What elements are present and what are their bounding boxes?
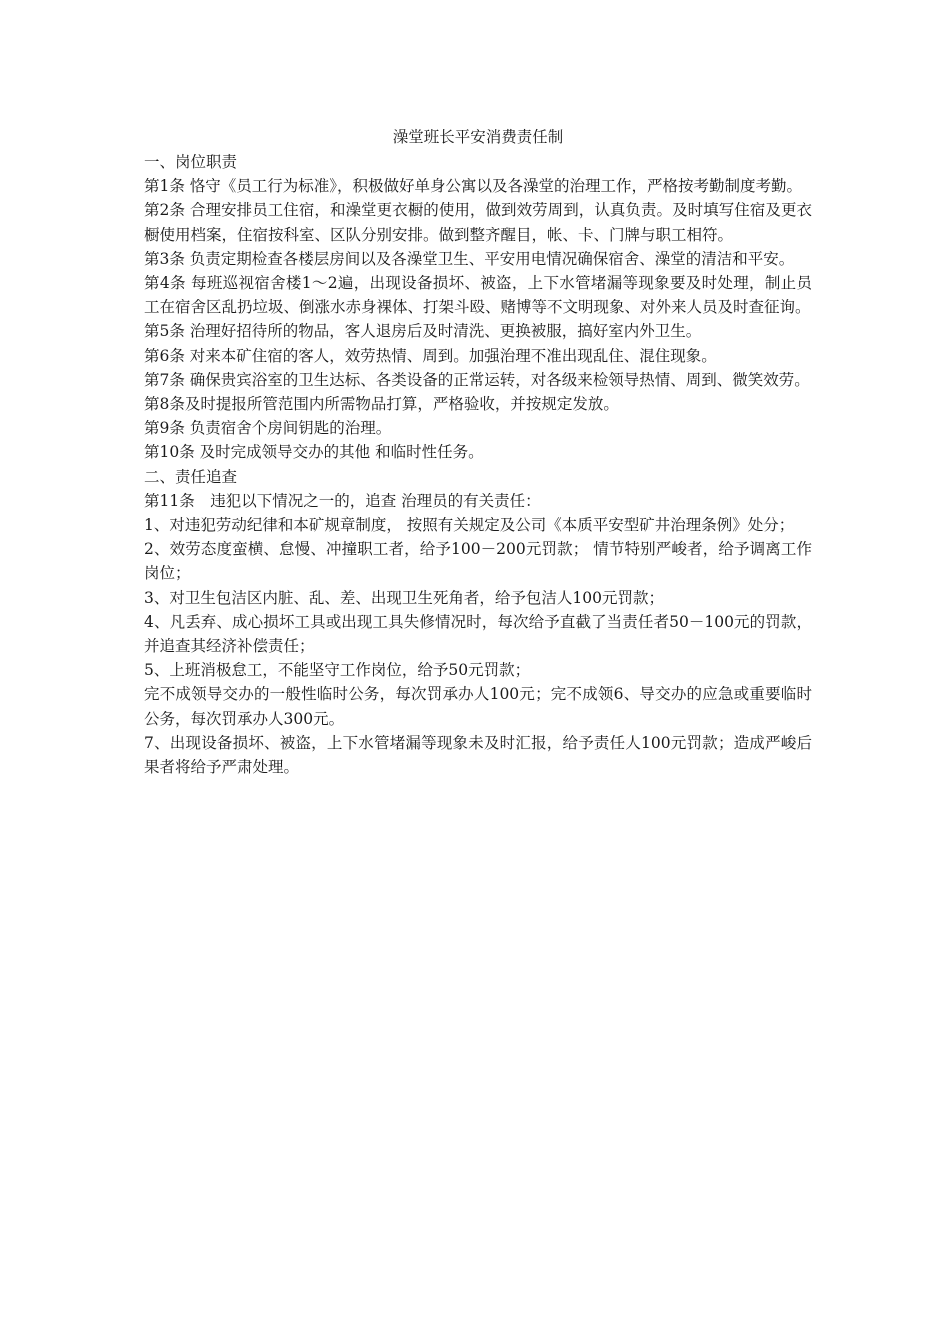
article-3: 第3条 负责定期检查各楼层房间以及各澡堂卫生、平安用电情况确保宿舍、澡堂的清洁和平安。 bbox=[144, 249, 795, 268]
article-6: 第6条 对来本矿住宿的客人，效劳热情、周到。加强治理不准出现乱住、混住现象。 bbox=[144, 346, 717, 365]
penalty-item-7: 7、出现设备损坏、被盗，上下水管堵漏等现象未及时汇报，给予责任人100元罚款；造成严峻后果者将给予严肃处理。 bbox=[144, 733, 812, 777]
article-9: 第9条 负责宿舍个房间钥匙的治理。 bbox=[144, 419, 392, 438]
document-page bbox=[144, 124, 812, 779]
section-heading-duties: 一、岗位职责 bbox=[144, 153, 238, 171]
penalty-item-2: 2、效劳态度蛮横、怠慢、冲撞职工者，给予100－200元罚款； 情节特别严峻者，给予调离工作岗位； bbox=[144, 540, 812, 583]
article-10: 第10条 及时完成领导交办的其他 和临时性任务。 bbox=[144, 443, 484, 462]
article-8: 第8条及时提报所管范围内所需物品打算，严格验收，并按规定发放。 bbox=[144, 395, 619, 414]
section-heading-accountability: 二、责任追查 bbox=[144, 467, 238, 486]
article-4: 第4条 每班巡视宿舍楼1～2遍，出现设备损坏、被盗，上下水管堵漏等现象要及时处理，制止员工在宿舍区乱扔垃圾、倒涨水赤身裸体、打架斗殴、赌博等不文明现象、对外来人员及时查征询。 bbox=[144, 274, 812, 317]
article-11: 第11条 违犯以下情况之一的，追查 治理员的有关责任： bbox=[144, 491, 541, 510]
article-1: 第1条 恪守《员工行为标准》，积极做好单身公寓以及各澡堂的治理工作，严格按考勤制度考勤。 bbox=[144, 177, 803, 196]
article-5: 第5条 治理好招待所的物品，客人退房后及时清洗、更换被服，搞好室内外卫生。 bbox=[144, 322, 702, 341]
penalty-item-5: 5、上班消极怠工，不能坚守工作岗位，给予50元罚款； bbox=[144, 661, 531, 680]
penalty-item-3: 3、对卫生包洁区内脏、乱、差、出现卫生死角者，给予包洁人100元罚款； bbox=[144, 588, 664, 607]
article-2: 第2条 合理安排员工住宿，和澡堂更衣橱的使用，做到效劳周到，认真负责。及时填写住宿及更衣橱使用档案，住宿按科室、区队分别安排。做到整齐醒目，帐、卡、门牌与职工相符。 bbox=[144, 201, 812, 244]
penalty-item-1: 1、对违犯劳动纪律和本矿规章制度， 按照有关规定及公司《本质平安型矿井治理条例》处分； bbox=[144, 516, 795, 535]
penalty-item-4: 4、凡丢弃、成心损坏工具或出现工具失修情况时，每次给予直截了当责任者50－100元的罚款，并追查其经济补偿责任； bbox=[144, 612, 812, 656]
penalty-item-6: 完不成领导交办的一般性临时公务，每次罚承办人100元；完不成领6、导交办的应急或重要临时公务，每次罚承办人300元。 bbox=[144, 685, 812, 728]
article-7: 第7条 确保贵宾浴室的卫生达标、各类设备的正常运转，对各级来检领导热情、周到、微笑效劳。 bbox=[144, 370, 810, 389]
document-title: 澡堂班长平安消费责任制 bbox=[392, 128, 564, 146]
